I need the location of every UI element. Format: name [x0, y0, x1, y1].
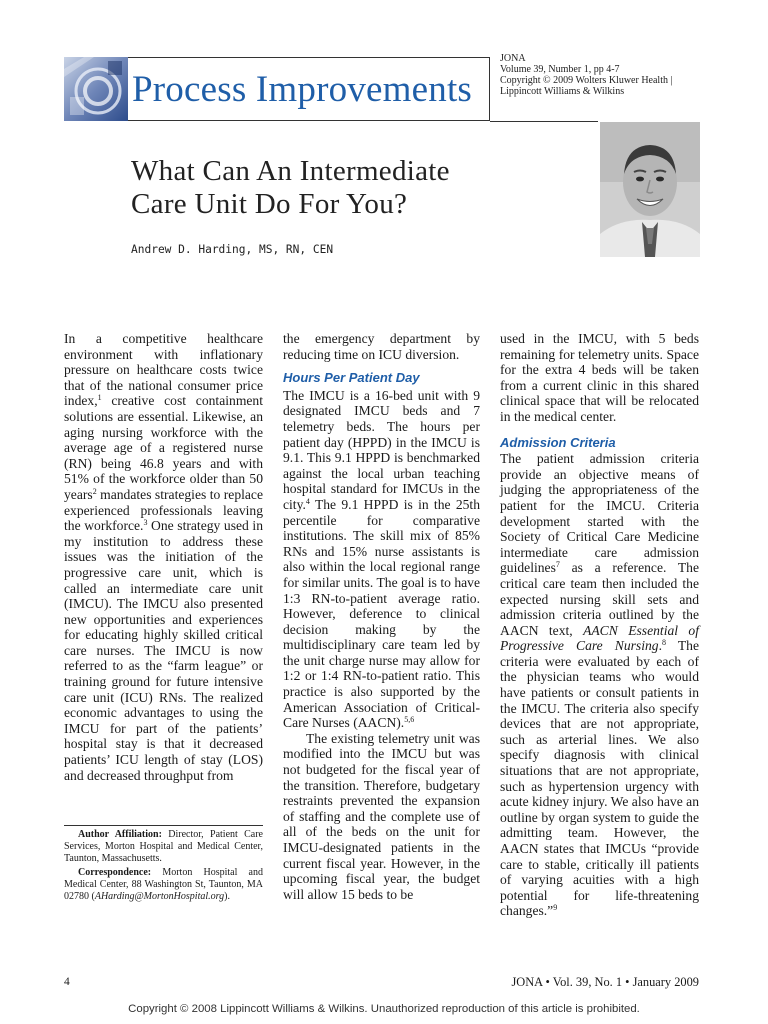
journal-line: JONA — [500, 53, 526, 64]
book-title: AACN Essential of Progressive Care Nursing — [500, 622, 699, 654]
affiliation-note — [64, 829, 263, 865]
body-paragraph: The existing telemetry unit was modified into the IMCU but was not budgeted for the fiscal year of the transition. Therefore, budgetary restraints prevented the expansion of staffing and the complete use of all of the beds on the unit for IMCU-designated patients in the current fiscal year. However, in the upcoming fiscal year, the budget will allow 15 beds to be — [283, 730, 480, 902]
citation-ref: 8 — [662, 638, 667, 648]
body-column-1 — [64, 331, 263, 783]
text-run: as a reference. The critical care team then included the expected nursing skill sets and admission criteria outlined by the AACN text, — [500, 560, 699, 638]
author-footnote — [64, 829, 263, 903]
footnote-text: Morton Hospital and Medical Center, 88 Washington St, Taunton, MA 02780 ( — [64, 867, 263, 902]
text-run: One strategy used in my institution to address these issues was the initiation of the progressive care unit, which is called an intermediate care unit (IMCU). The IMCU also presented new opportunities and experiences for educating highly skilled critical care nurses. The IMCU is now referred to as the “farm league” or training ground for future intensive care unit (ICU) RNs. The realized economic advantages to using the IMCU for part of the patients’ hospital stay is that it decreased patients’ ICU length of stay (LOS) and decreased throughput from — [64, 518, 263, 783]
text-run: In a competitive healthcare environment with inflationary pressure on healthcare costs twice that of the national consumer price index, — [64, 331, 263, 409]
author-photo — [600, 122, 700, 257]
body-paragraph — [283, 388, 480, 731]
article-title — [131, 155, 450, 221]
email-link[interactable]: AHarding@MortonHospital.org — [94, 891, 225, 902]
section-logo-icon — [64, 57, 128, 121]
text-run: The 9.1 HPPD is in the 25th percentile for comparative institutions. The skill mix of 85% RNs and 15% nurse assistants is also within the local regional range for similar units. The goal is to have 1:3 RN-to-patient average ratio. However, deference to clinical decision making by the multidisciplinary care team led by the unit charge nurse may allow for 1:2 or 1:4 RN-to-patient ratio. This practice is also supported by the American Association of Critical-Care Nurses (AACN). — [283, 496, 480, 731]
body-paragraph: used in the IMCU, with 5 beds remaining for telemetry units. Space for the extra 4 beds will be taken from a current clinic in this shared clinical space that will be relocated in the medical center. — [500, 331, 699, 424]
correspondence-note — [64, 867, 263, 903]
journal-citation — [500, 53, 672, 97]
citation-ref: 3 — [143, 518, 148, 528]
citation-ref: 9 — [553, 903, 558, 913]
journal-line: Lippincott Williams & Wilkins — [500, 86, 625, 97]
citation-ref: 1 — [97, 393, 102, 403]
page-number: 4 — [64, 976, 70, 988]
journal-line: Copyright © 2009 Wolters Kluwer Health | — [500, 75, 673, 86]
text-run: The IMCU is a 16-bed unit with 9 designated IMCU beds and 7 telemetry beds. The hours per patient day (HPPD) in the IMCU is 9.1. This 9.1 HPPD is benchmarked against the local urban teaching hospital standard for IMCUs in the city. — [283, 387, 480, 512]
citation-ref: 4 — [305, 496, 310, 506]
title-line: Care Unit Do For You? — [131, 188, 408, 220]
text-run: . — [658, 638, 663, 654]
body-paragraph — [64, 331, 263, 783]
author-byline: Andrew D. Harding, MS, RN, CEN — [131, 243, 334, 256]
footnote-label: Correspondence: — [78, 867, 152, 878]
citation-ref: 7 — [555, 560, 560, 570]
text-run: creative cost containment solutions are essential. Likewise, an aging nursing workforce with the average age of a registered nurse (RN) being 46.8 years and with 51% of the workforce older than 50 years — [64, 393, 263, 502]
running-footer: JONA • Vol. 39, No. 1 • January 2009 — [511, 975, 699, 989]
citation-ref: 5,6 — [404, 715, 415, 725]
title-line: What Can An Intermediate — [131, 155, 450, 187]
section-title: Process Improvements — [132, 69, 473, 110]
footnote-text: Director, Patient Care Services, Morton Hospital and Medical Center, Taunton, Massachusetts. — [64, 829, 263, 864]
body-paragraph: the emergency department by reducing time on ICU diversion. — [283, 331, 480, 362]
section-heading: Hours Per Patient Day — [283, 370, 420, 386]
text-run: The patient admission criteria provide an objective means of judging the appropriateness of the patient for the IMCU. Criteria development started with the Society of Critical Care Medicine intermediate care admission guidelines — [500, 451, 699, 576]
journal-line: Volume 39, Number 1, pp 4-7 — [500, 64, 620, 75]
section-heading: Admission Criteria — [500, 434, 616, 450]
citation-ref: 2 — [92, 486, 97, 496]
body-column-2 — [283, 331, 480, 902]
copyright-notice: Copyright © 2008 Lippincott Williams & Wilkins. Unauthorized reproduction of this article is prohibited. — [128, 1003, 640, 1015]
text-run: The criteria were evaluated by each of the physician teams who would have patients or consult patients in the IMCU. The criteria also specify devices that are not appropriate, such as arterial lines. We also specify diagnosis with clinical situations that are not appropriate, such as hypertension urgency with acute kidney injury. We also have an outline by organ system to guide the admitting team. However, the AACN states that IMCUs “provide care to stable, critically ill patients of varying acuities with a high potential for life-threatening changes.” — [500, 638, 699, 919]
text-run: mandates strategies to replace experienced professionals leaving the workforce. — [64, 486, 263, 534]
header-rule — [490, 121, 598, 122]
footnote-label: Author Affiliation: — [78, 829, 162, 840]
body-paragraph — [500, 451, 699, 919]
body-column-3 — [500, 331, 699, 919]
footnote-rule — [64, 825, 263, 826]
footnote-text: ). — [224, 891, 230, 902]
